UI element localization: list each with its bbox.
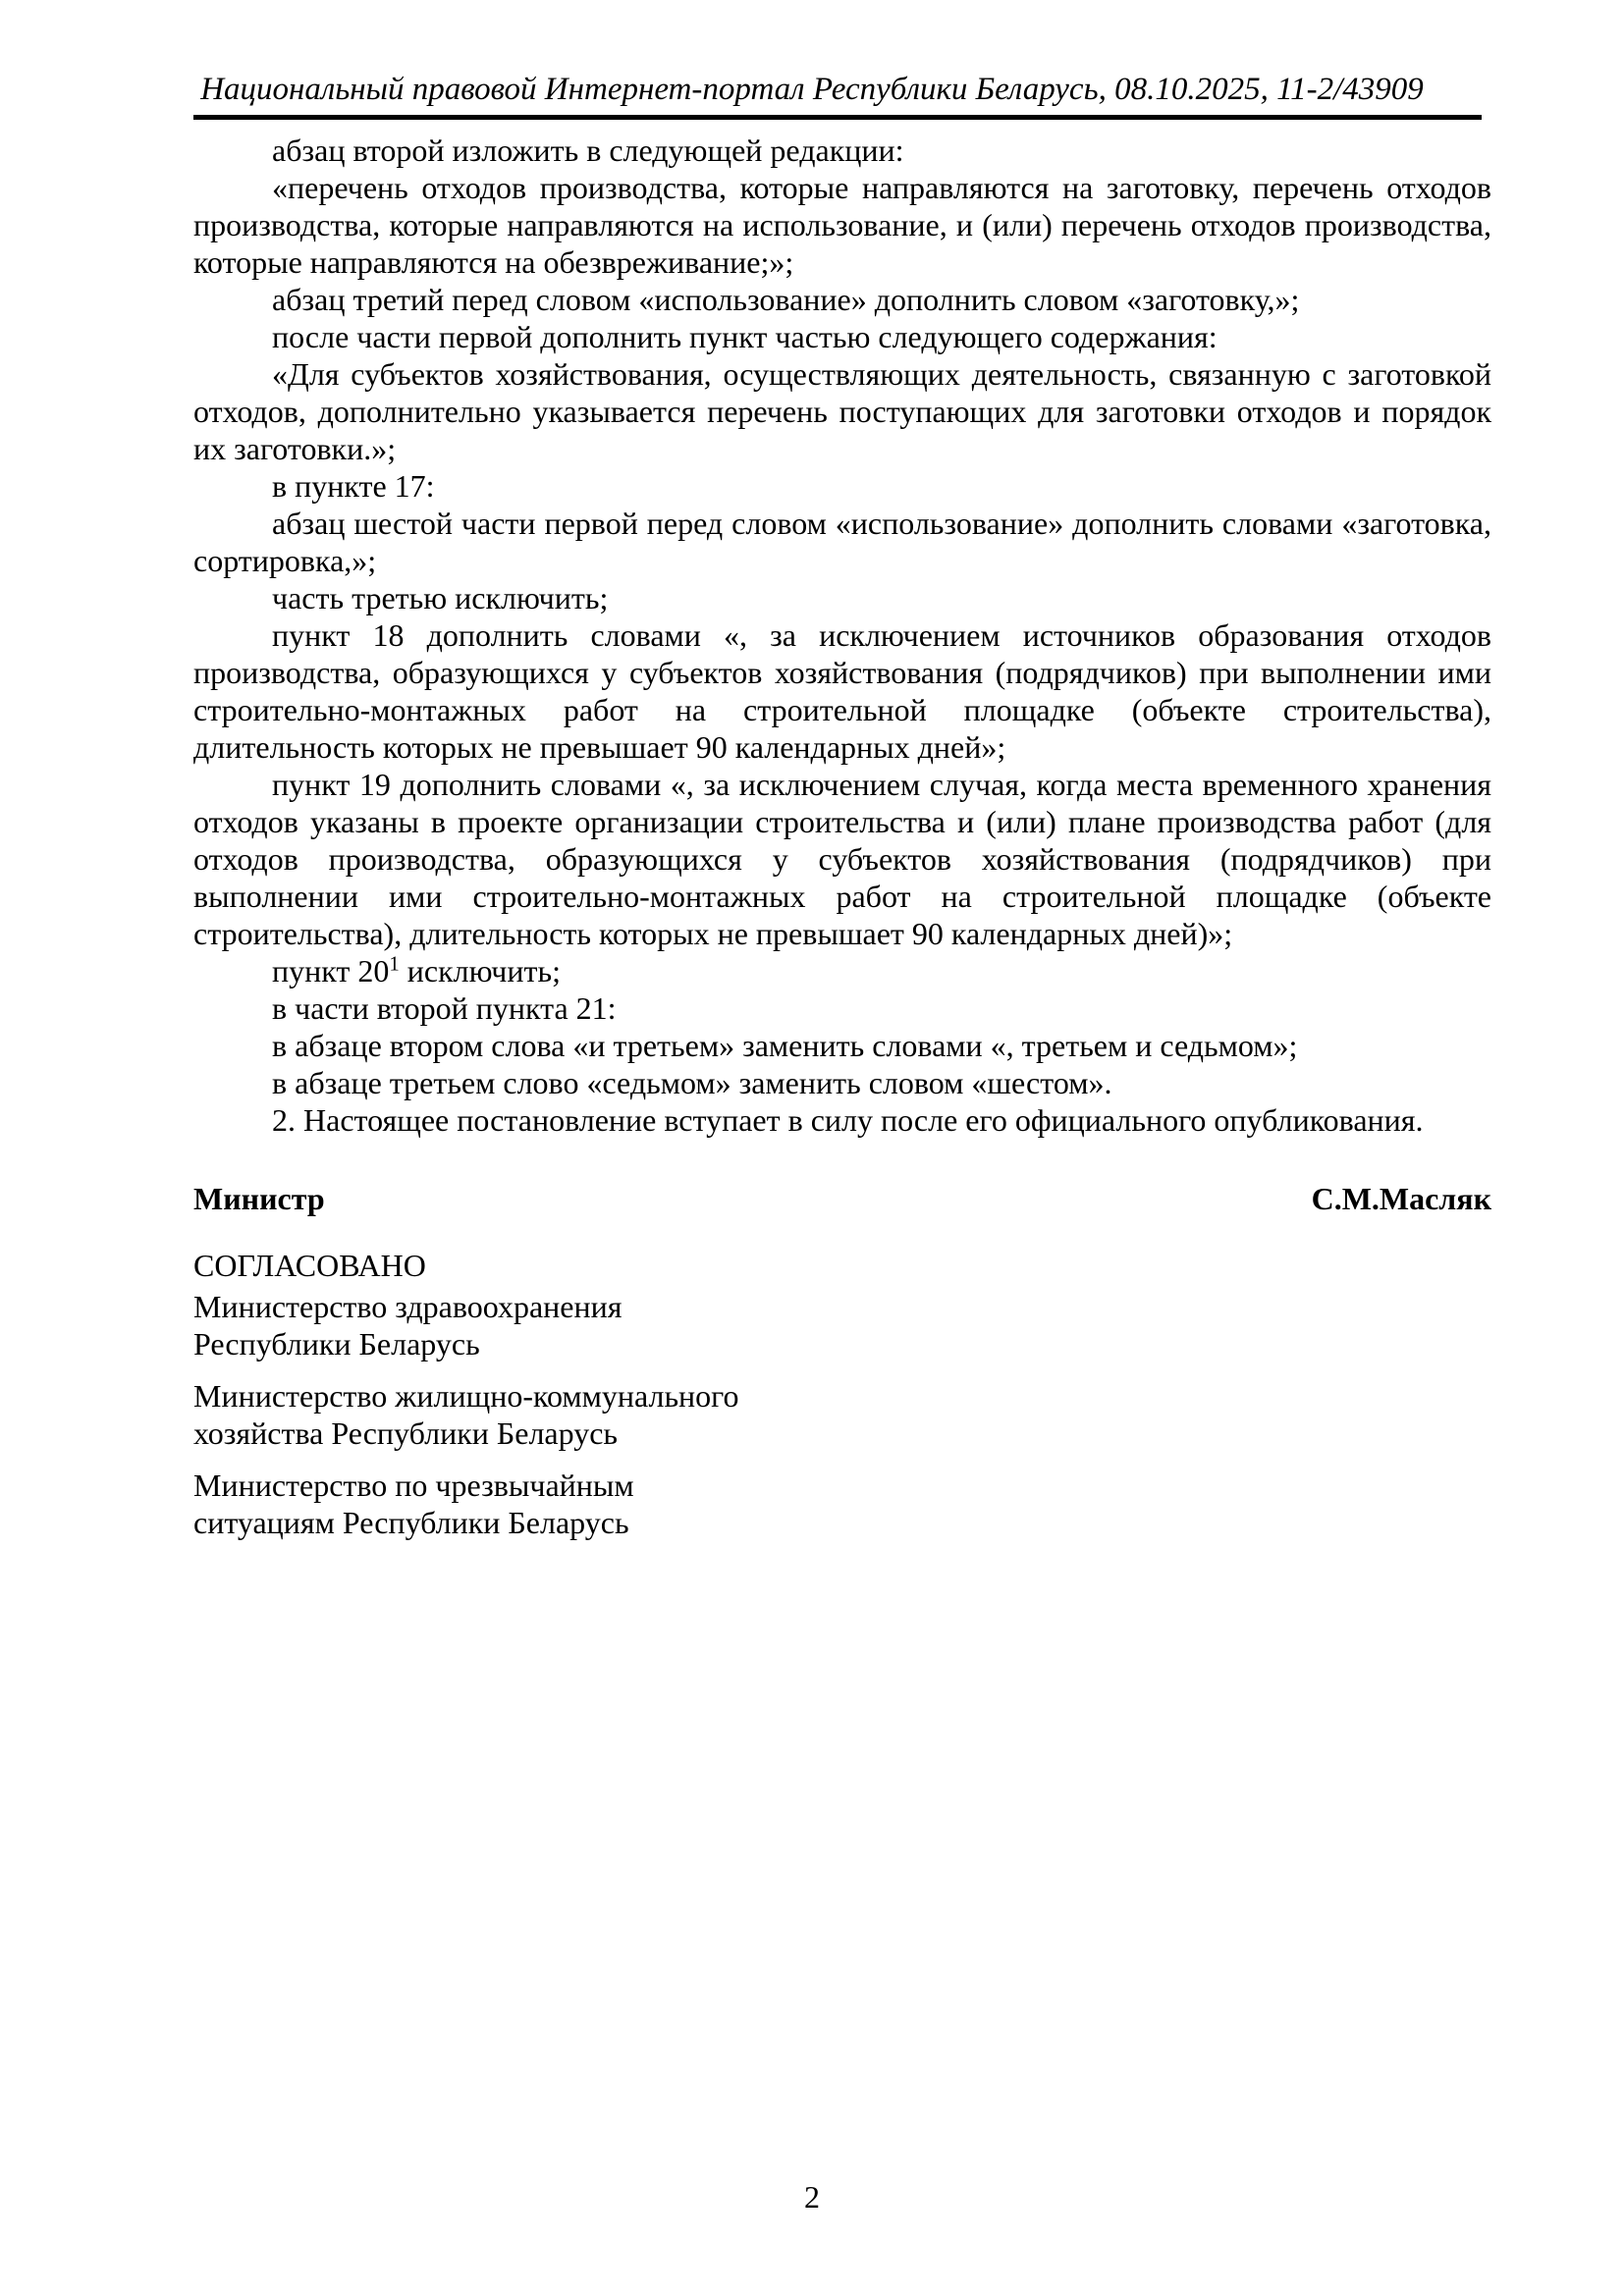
paragraph-text: абзац третий перед словом «использование» дополнить словом «заготовку,»; <box>272 282 1300 317</box>
paragraph <box>193 169 1491 281</box>
approval-entry <box>193 1467 1624 1541</box>
paragraph-text: пункт 20 <box>272 953 390 988</box>
paragraph-text: часть третью исключить; <box>272 580 609 615</box>
paragraph <box>193 1027 1491 1064</box>
superscript: 1 <box>389 952 400 976</box>
approval-entry <box>193 1377 1624 1452</box>
paragraph-text: пункт 18 дополнить словами «, за исключением источников образования отходов производства, образующихся у субъектов хозяйствования (подрядчиков) при выполнении ими строительно-монтажных работ на строительной площадке (объекте строительства), длительность которых не превышает 90 календарных дней»; <box>193 617 1491 765</box>
header-title: Национальный правовой Интернет-портал Республики Беларусь, 08.10.2025, 11-2/43909 <box>200 72 1424 107</box>
paragraph-text: исключить; <box>399 953 561 988</box>
page-number: 2 <box>804 2179 820 2215</box>
header-rule <box>193 115 1482 120</box>
paragraph-text: после части первой дополнить пункт частью следующего содержания: <box>272 319 1218 354</box>
paragraph <box>193 579 1491 616</box>
paragraph <box>193 1064 1491 1101</box>
approval-entry-line: хозяйства Республики Беларусь <box>193 1415 618 1451</box>
paragraph <box>193 318 1491 355</box>
signature-name: С.М.Масляк <box>1311 1181 1491 1216</box>
paragraph-text: абзац второй изложить в следующей редакции: <box>272 133 904 168</box>
paragraph <box>193 766 1491 952</box>
approval-label: СОГЛАСОВАНО <box>193 1248 426 1283</box>
approval-entry-line: Министерство по чрезвычайным <box>193 1468 634 1503</box>
signature-row <box>193 1180 1491 1217</box>
paragraph-text: в части второй пункта 21: <box>272 990 617 1026</box>
approval-entry-line: Республики Беларусь <box>193 1326 480 1362</box>
approval-entry-line: ситуациям Республики Беларусь <box>193 1505 629 1540</box>
paragraph-text: «Для субъектов хозяйствования, осуществляющих деятельность, связанную с заготовкой отходов, дополнительно указывается перечень поступающих для заготовки отходов и порядок их заготовки.»; <box>193 356 1491 466</box>
paragraph-text: в абзаце втором слова «и третьем» заменить словами «, третьем и седьмом»; <box>272 1028 1298 1063</box>
paragraph-text: «перечень отходов производства, которые направляются на заготовку, перечень отходов производства, которые направляются на использование, и (или) перечень отходов производства, которые направляются на обезвреживание;»; <box>193 170 1491 280</box>
paragraph <box>193 467 1491 505</box>
approval-entry-line: Министерство здравоохранения <box>193 1289 623 1324</box>
paragraph <box>193 616 1491 766</box>
paragraph <box>193 355 1491 467</box>
paragraph-text: абзац шестой части первой перед словом «использование» дополнить словами «заготовка, сортировка,»; <box>193 506 1491 578</box>
signature-title: Министр <box>193 1181 325 1216</box>
document-body <box>193 132 1491 1139</box>
paragraph-text: в пункте 17: <box>272 468 435 504</box>
paragraph-text: в абзаце третьем слово «седьмом» заменить словом «шестом». <box>272 1065 1112 1100</box>
approval-entries <box>193 1288 1624 1541</box>
paragraph <box>193 505 1491 579</box>
paragraph <box>193 281 1491 318</box>
paragraph-text: 2. Настоящее постановление вступает в силу после его официального опубликования. <box>272 1102 1424 1138</box>
paragraph <box>193 132 1491 169</box>
approval-entry <box>193 1288 1624 1362</box>
paragraph <box>193 989 1491 1027</box>
approval-entry-line: Министерство жилищно-коммунального <box>193 1378 739 1414</box>
paragraph <box>193 952 1491 989</box>
paragraph <box>193 1101 1491 1139</box>
approval-section <box>193 1247 1624 1541</box>
paragraph-text: пункт 19 дополнить словами «, за исключением случая, когда места временного хранения отходов указаны в проекте организации строительства и (или) плане производства работ (для отходов производства, образующихся у субъектов хозяйствования (подрядчиков) при выполнении ими строительно-монтажных работ на строительной площадке (объекте строительства), длительность которых не превышает 90 календарных дней)»; <box>193 767 1491 951</box>
